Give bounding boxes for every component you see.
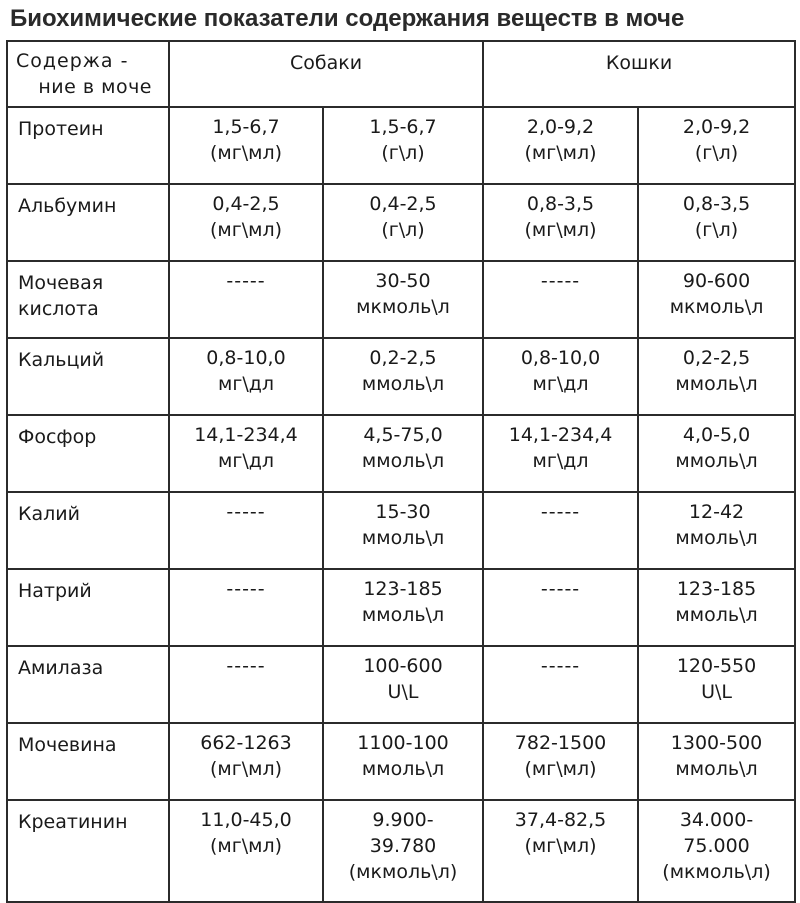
value-text: ммоль\л: [361, 604, 445, 626]
row-label-text: Мочевая: [18, 272, 104, 294]
value-text: 4,0-5,0: [682, 424, 751, 446]
value-text: 39.780: [369, 835, 437, 857]
value-text: 123-185: [676, 578, 757, 600]
header-cats: Кошки: [483, 41, 795, 107]
value-text: 90-600: [682, 270, 751, 292]
value-text: 14,1-234,4: [508, 424, 613, 446]
value-cell-cat2: [638, 723, 795, 800]
value-text: U\L: [701, 681, 732, 703]
value-cell-cat1: [483, 261, 638, 338]
value-text: мкмоль\л: [669, 296, 764, 318]
table-row: [7, 569, 795, 646]
value-text: 0,4-2,5: [212, 193, 280, 215]
value-text: 4,5-75,0: [363, 424, 443, 446]
row-label-cell: [7, 338, 169, 415]
table-header-row: [7, 41, 795, 107]
table-row: [7, 338, 795, 415]
value-text: -----: [226, 655, 266, 677]
value-cell-dog1: [169, 492, 323, 569]
value-text: 37,4-82,5: [514, 809, 607, 831]
value-cell-dog1: [169, 261, 323, 338]
row-label-cell: [7, 723, 169, 800]
value-text: 0,8-3,5: [526, 193, 595, 215]
value-text: (мг\мл): [524, 835, 597, 857]
value-text: 0,2-2,5: [682, 347, 751, 369]
row-label-cell: [7, 800, 169, 902]
row-label-text: Кальций: [18, 349, 105, 371]
row-label-text: Калий: [18, 503, 80, 525]
value-cell-cat2: [638, 415, 795, 492]
value-cell-cat2: [638, 107, 795, 184]
value-text: 75.000: [683, 835, 750, 857]
value-cell-dog1: [169, 107, 323, 184]
value-text: ммоль\л: [675, 373, 758, 395]
value-text: мг\дл: [218, 450, 274, 472]
value-cell-cat1: [483, 800, 638, 902]
value-cell-dog2: [323, 107, 483, 184]
value-text: мкмоль\л: [356, 296, 450, 318]
value-cell-cat1: [483, 723, 638, 800]
value-text: 123-185: [363, 578, 443, 600]
value-cell-dog2: [323, 800, 483, 902]
table-row: [7, 261, 795, 338]
value-text: 0,8-10,0: [520, 347, 601, 369]
value-text: 0,4-2,5: [369, 193, 437, 215]
value-text: -----: [540, 270, 581, 292]
row-label-text: Креатинин: [18, 811, 128, 833]
value-cell-cat2: [638, 569, 795, 646]
row-label-cell: [7, 261, 169, 338]
row-label-text: Фосфор: [18, 426, 97, 448]
value-text: -----: [226, 501, 266, 523]
value-cell-dog1: [169, 800, 323, 902]
value-text: -----: [226, 270, 266, 292]
value-text: 0,8-3,5: [682, 193, 751, 215]
value-cell-dog1: [169, 415, 323, 492]
value-text: 100-600: [363, 655, 443, 677]
value-text: (мг\мл): [209, 219, 283, 241]
value-cell-cat2: [638, 261, 795, 338]
value-text: -----: [540, 655, 581, 677]
value-text: 11,0-45,0: [200, 809, 292, 831]
value-text: мг\дл: [532, 373, 589, 395]
table-row: [7, 184, 795, 261]
value-text: (г\л): [694, 219, 739, 241]
value-cell-dog1: [169, 184, 323, 261]
row-label-cell: [7, 492, 169, 569]
value-cell-dog2: [323, 184, 483, 261]
value-cell-cat1: [483, 415, 638, 492]
value-text: 1,5-6,7: [212, 116, 280, 138]
table-row: [7, 107, 795, 184]
value-cell-cat2: [638, 800, 795, 902]
value-text: 15-30: [375, 501, 431, 523]
row-label-text: Протеин: [18, 118, 104, 140]
value-text: 1100-100: [357, 732, 449, 754]
value-text: 782-1500: [514, 732, 607, 754]
value-cell-dog1: [169, 338, 323, 415]
value-text: 1,5-6,7: [369, 116, 437, 138]
value-text: (г\л): [381, 219, 425, 241]
table-row: [7, 492, 795, 569]
row-label-text: Натрий: [18, 580, 92, 602]
row-label-cell: [7, 646, 169, 723]
table-row: [7, 800, 795, 902]
value-text: мг\дл: [532, 450, 589, 472]
value-cell-cat2: [638, 184, 795, 261]
value-text: ммоль\л: [361, 450, 445, 472]
value-text: (мг\мл): [209, 142, 283, 164]
value-cell-cat1: [483, 184, 638, 261]
value-text: 30-50: [375, 270, 431, 292]
value-text: U\L: [387, 681, 419, 703]
value-text: 34.000-: [679, 809, 754, 831]
value-cell-cat1: [483, 492, 638, 569]
row-label-cell: [7, 415, 169, 492]
value-cell-dog2: [323, 646, 483, 723]
value-text: 2,0-9,2: [526, 116, 595, 138]
value-text: 120-550: [676, 655, 757, 677]
value-text: -----: [226, 578, 266, 600]
value-text: 2,0-9,2: [682, 116, 751, 138]
value-cell-dog2: [323, 338, 483, 415]
value-cell-cat2: [638, 646, 795, 723]
value-text: (г\л): [381, 142, 425, 164]
value-text: ммоль\л: [675, 604, 758, 626]
value-text: мг\дл: [218, 373, 274, 395]
value-text: 0,8-10,0: [206, 347, 286, 369]
value-text: (мг\мл): [524, 142, 597, 164]
value-text: 9.900-: [372, 809, 434, 831]
value-cell-dog2: [323, 261, 483, 338]
value-cell-dog1: [169, 569, 323, 646]
table-row: [7, 415, 795, 492]
value-cell-cat1: [483, 646, 638, 723]
row-label-cell: [7, 569, 169, 646]
value-text: ммоль\л: [675, 527, 758, 549]
value-text: -----: [540, 501, 581, 523]
header-label-line2: ние в моче: [38, 76, 152, 98]
value-text: -----: [540, 578, 581, 600]
value-text: ммоль\л: [361, 373, 445, 395]
table-row: [7, 723, 795, 800]
value-text: ммоль\л: [361, 527, 445, 549]
value-cell-dog2: [323, 723, 483, 800]
value-text: ммоль\л: [361, 758, 445, 780]
row-label-cell: [7, 107, 169, 184]
value-text: 1300-500: [670, 732, 763, 754]
header-label-line1: Содержа -: [16, 50, 129, 72]
value-text: 0,2-2,5: [369, 347, 437, 369]
row-label-text: Альбумин: [18, 195, 117, 217]
value-text: (мкмоль\л): [348, 861, 458, 883]
value-cell-dog1: [169, 646, 323, 723]
value-cell-cat2: [638, 338, 795, 415]
row-label-text: кислота: [18, 298, 99, 320]
value-text: 14,1-234,4: [194, 424, 298, 446]
header-dogs: Собаки: [169, 41, 483, 107]
value-cell-dog2: [323, 569, 483, 646]
row-label-text: Амилаза: [18, 657, 104, 679]
value-text: (г\л): [694, 142, 739, 164]
header-content-label: [7, 41, 169, 107]
value-text: ммоль\л: [675, 450, 758, 472]
value-cell-dog2: [323, 492, 483, 569]
row-label-text: Мочевина: [18, 734, 117, 756]
value-cell-cat1: [483, 569, 638, 646]
urine-biochemistry-table: [6, 40, 796, 903]
value-cell-dog2: [323, 415, 483, 492]
value-text: (мг\мл): [524, 219, 597, 241]
value-text: 662-1263: [200, 732, 292, 754]
value-text: 12-42: [688, 501, 745, 523]
value-cell-dog1: [169, 723, 323, 800]
value-text: ммоль\л: [675, 758, 758, 780]
value-text: (мг\мл): [209, 758, 283, 780]
value-cell-cat2: [638, 492, 795, 569]
value-cell-cat1: [483, 107, 638, 184]
value-text: (мг\мл): [209, 835, 283, 857]
value-cell-cat1: [483, 338, 638, 415]
row-label-cell: [7, 184, 169, 261]
value-text: (мкмоль\л): [662, 861, 771, 883]
table-row: [7, 646, 795, 723]
value-text: (мг\мл): [524, 758, 597, 780]
page-title: Биохимические показатели содержания веществ в моче: [10, 5, 685, 32]
